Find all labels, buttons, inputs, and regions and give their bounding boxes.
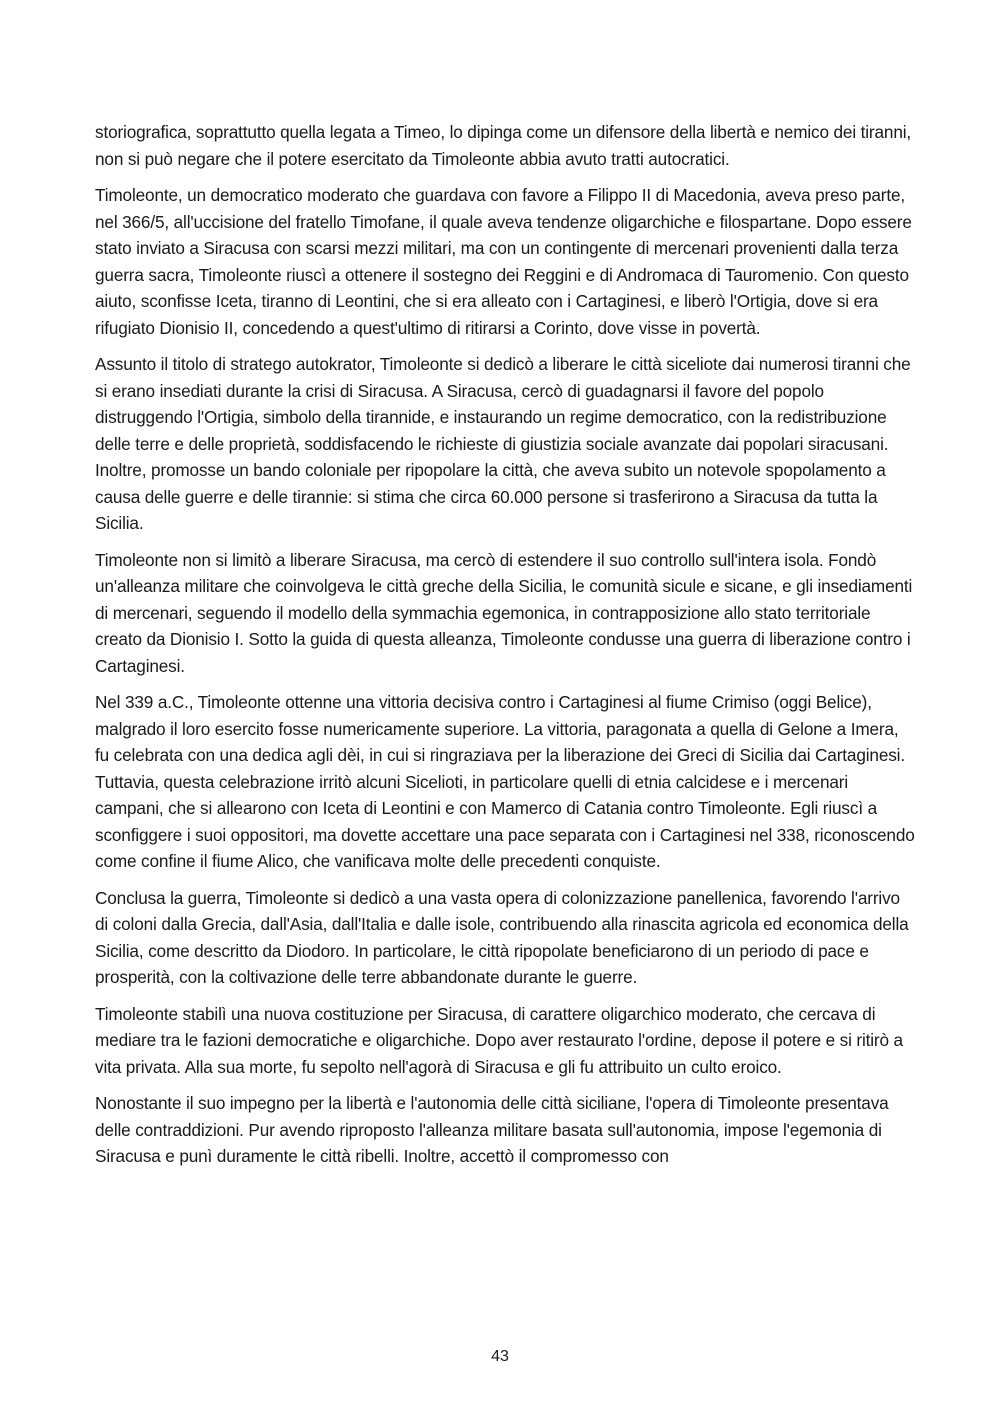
- paragraph-3: Assunto il titolo di stratego autokrator, Timoleonte si dedicò a liberare le città siceliote dai numerosi tiranni che si erano insediati durante la crisi di Siracusa. A Siracusa, cercò di guadagnarsi il favore del popolo distruggendo l'Ortigia, simbolo della tirannide, e instaurando un regime democratico, con la redistribuzione delle terre e delle proprietà, soddisfacendo le richieste di giustizia sociale avanzate dai popolari siracusani. Inoltre, promosse un bando coloniale per ripopolare la città, che aveva subito un notevole spopolamento a causa delle guerre e delle tirannie: si stima che circa 60.000 persone si trasferirono a Siracusa da tutta la Sicilia.: [95, 354, 911, 533]
- paragraph-7: Timoleonte stabilì una nuova costituzione per Siracusa, di carattere oligarchico moderato, che cercava di mediare tra le fazioni democratiche e oligarchiche. Dopo aver restaurato l'ordine, depose il potere e si ritirò a vita privata. Alla sua morte, fu sepolto nell'agorà di Siracusa e gli fu attribuito un culto eroico.: [95, 1003, 903, 1077]
- paragraph-5: Nel 339 a.C., Timoleonte ottenne una vittoria decisiva contro i Cartaginesi al fiume Crimiso (oggi Belice), malgrado il loro esercito fosse numericamente superiore. La vittoria, paragonata a quella di Gelone a Imera, fu celebrata con una dedica agli dèi, in cui si ringraziava per la liberazione dei Greci di Sicilia dai Cartaginesi. Tuttavia, questa celebrazione irritò alcuni Sicelioti, in particolare quelli di etnia calcidese e i mercenari campani, che si allearono con Iceta di Leontini e con Mamerco di Catania contro Timoleonte. Egli riuscì a sconfiggere i suoi oppositori, ma dovette accettare una pace separata con i Cartaginesi nel 338, riconoscendo come confine il fiume Alico, che vanificava molte delle precedenti conquiste.: [95, 692, 915, 871]
- paragraph-8: Nonostante il suo impegno per la libertà e l'autonomia delle città siciliane, l'opera di Timoleonte presentava delle contraddizioni. Pur avendo riproposto l'alleanza militare basata sull'autonomia, impose l'egemonia di Siracusa e punì duramente le città ribelli. Inoltre, accettò il compromesso con: [95, 1093, 889, 1166]
- paragraph-1: storiografica, soprattutto quella legata a Timeo, lo dipinga come un difensore della libertà e nemico dei tiranni, non si può negare che il potere esercitato da Timoleonte abbia avuto tratti autocratici.: [95, 122, 912, 169]
- paragraph-2: Timoleonte, un democratico moderato che guardava con favore a Filippo II di Macedonia, aveva preso parte, nel 366/5, all'uccisione del fratello Timofane, il quale aveva tendenze oligarchiche e filospartane. Dopo essere stato inviato a Siracusa con scarsi mezzi militari, ma con un contingente di mercenari provenienti dalla terza guerra sacra, Timoleonte riuscì a ottenere il sostegno dei Reggini e di Andromaca di Tauromenio. Con questo aiuto, sconfisse Iceta, tiranno di Leontini, che si era alleato con i Cartaginesi, e liberò l'Ortigia, dove si era rifugiato Dionisio II, concedendo a quest'ultimo di ritirarsi a Corinto, dove visse in povertà.: [95, 185, 912, 338]
- body-text: [95, 119, 915, 1180]
- paragraph-4: Timoleonte non si limitò a liberare Siracusa, ma cercò di estendere il suo controllo sull'intera isola. Fondò un'alleanza militare che coinvolgeva le città greche della Sicilia, le comunità sicule e sicane, e gli insediamenti di mercenari, seguendo il modello della symmachia egemonica, in contrapposizione allo stato territoriale creato da Dionisio I. Sotto la guida di questa alleanza, Timoleonte condusse una guerra di liberazione contro i Cartaginesi.: [95, 549, 913, 676]
- paragraph-6: Conclusa la guerra, Timoleonte si dedicò a una vasta opera di colonizzazione panellenica, favorendo l'arrivo di coloni dalla Grecia, dall'Asia, dall'Italia e dalle isole, contribuendo alla rinascita agricola ed economica della Sicilia, come descritto da Diodoro. In particolare, le città ripopolate beneficiarono di un periodo di pace e prosperità, con la coltivazione delle terre abbandonate durante le guerre.: [95, 887, 909, 987]
- page-number: 43: [491, 1348, 509, 1365]
